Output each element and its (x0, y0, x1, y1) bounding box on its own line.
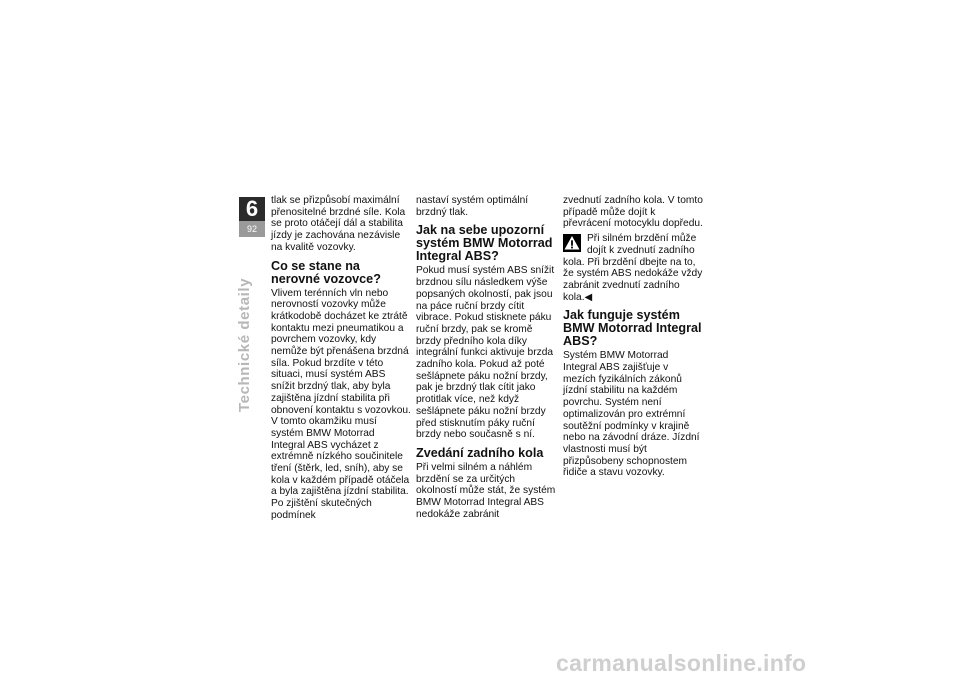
watermark: carmanualsonline.info (556, 650, 807, 676)
chapter-title: Technické detaily (236, 277, 253, 412)
text-column-2 (416, 195, 556, 520)
paragraph: nastaví systém optimální brzdný tlak. (416, 195, 529, 218)
paragraph: Při velmi silném a náhlém brzdění se za určitých okolností může stát, že systém BMW Motorrad Integral ABS nedokáže zabránit (416, 461, 556, 520)
paragraph: zvednutí zadního kola. V tomto případě může dojít k převrácení motocyklu dopředu. (563, 195, 703, 230)
warning-icon (563, 234, 581, 252)
section-heading: Zvedání zadního kola (416, 445, 544, 460)
text-column-3 (563, 195, 703, 479)
section-heading: Co se stane na nerovné vozovce? (271, 258, 381, 286)
page-number: 92 (246, 224, 257, 234)
section-heading: Jak na sebe upozorní systém BMW Motorrad Integral ABS? (416, 223, 553, 264)
warning-note (563, 233, 703, 303)
warning-text: Při silném brzdění může dojít k zvednutí zadního kola. Při brzdění dbejte na to, že systém ABS nedokáže vždy zabránit zvednutí zadního kola.◀ (563, 233, 703, 303)
chapter-tab (239, 197, 265, 237)
paragraph: tlak se přizpůsobí maximální přenositelné brzdné síle. Kola se proto otáčejí dál a stabilita jízdy je zachována nezávisle na kvalitě vozovky. (271, 195, 406, 253)
section-heading: Jak funguje systém BMW Motorrad Integral ABS? (563, 308, 702, 349)
paragraph: Pokud musí systém ABS snížit brzdnou sílu následkem výše popsaných okolností, pak jsou na páce ruční brzdy cítit vibrace. Pokud stisknete páku ruční brzdy, pak se kromě brzdy předního kola díky integrální funkci aktivuje brzda zadního kola. Pokud až poté sešlápnete páku nožní brzdy, pak je brzdný tlak cítit jako protitlak více, než když sešlápnete páku nožní brzdy před stisknutím páky ruční brzdy nebo současně s ní. (416, 265, 555, 441)
text-column-1 (271, 195, 411, 522)
paragraph: Vlivem terénních vln nebo nerovností vozovky může krátkodobě docházet ke ztrátě kontaktu mezi pneumatikou a povrchem vozovky, kdy nemůže být přenášena brzdná síla. Pokud brzdíte v této situaci, musí systém ABS snížit brzdný tlak, aby byla zajištěna jízdní stabilita při obnovení kontaktu s vozovkou. V tomto okamžiku musí systém BMW Motorrad Integral ABS vycházet z extrémně nízkého součinitele tření (štěrk, led, sníh), aby se kola v každém případě otáčela a byla zajištěna jízdní stabilita. Po zjištění skutečných podmínek (271, 287, 411, 521)
paragraph: Systém BMW Motorrad Integral ABS zajišťuje v mezích fyzikálních zákonů jízdní stabilitu na každém povrchu. Systém není optimalizován pro extrémní soutěžní podmínky v krajině nebo na závodní dráze. Jízdní vlastnosti musí být přizpůsobeny schopnostem řidiče a stavu vozovky. (563, 350, 700, 479)
chapter-number: 6 (245, 196, 259, 221)
